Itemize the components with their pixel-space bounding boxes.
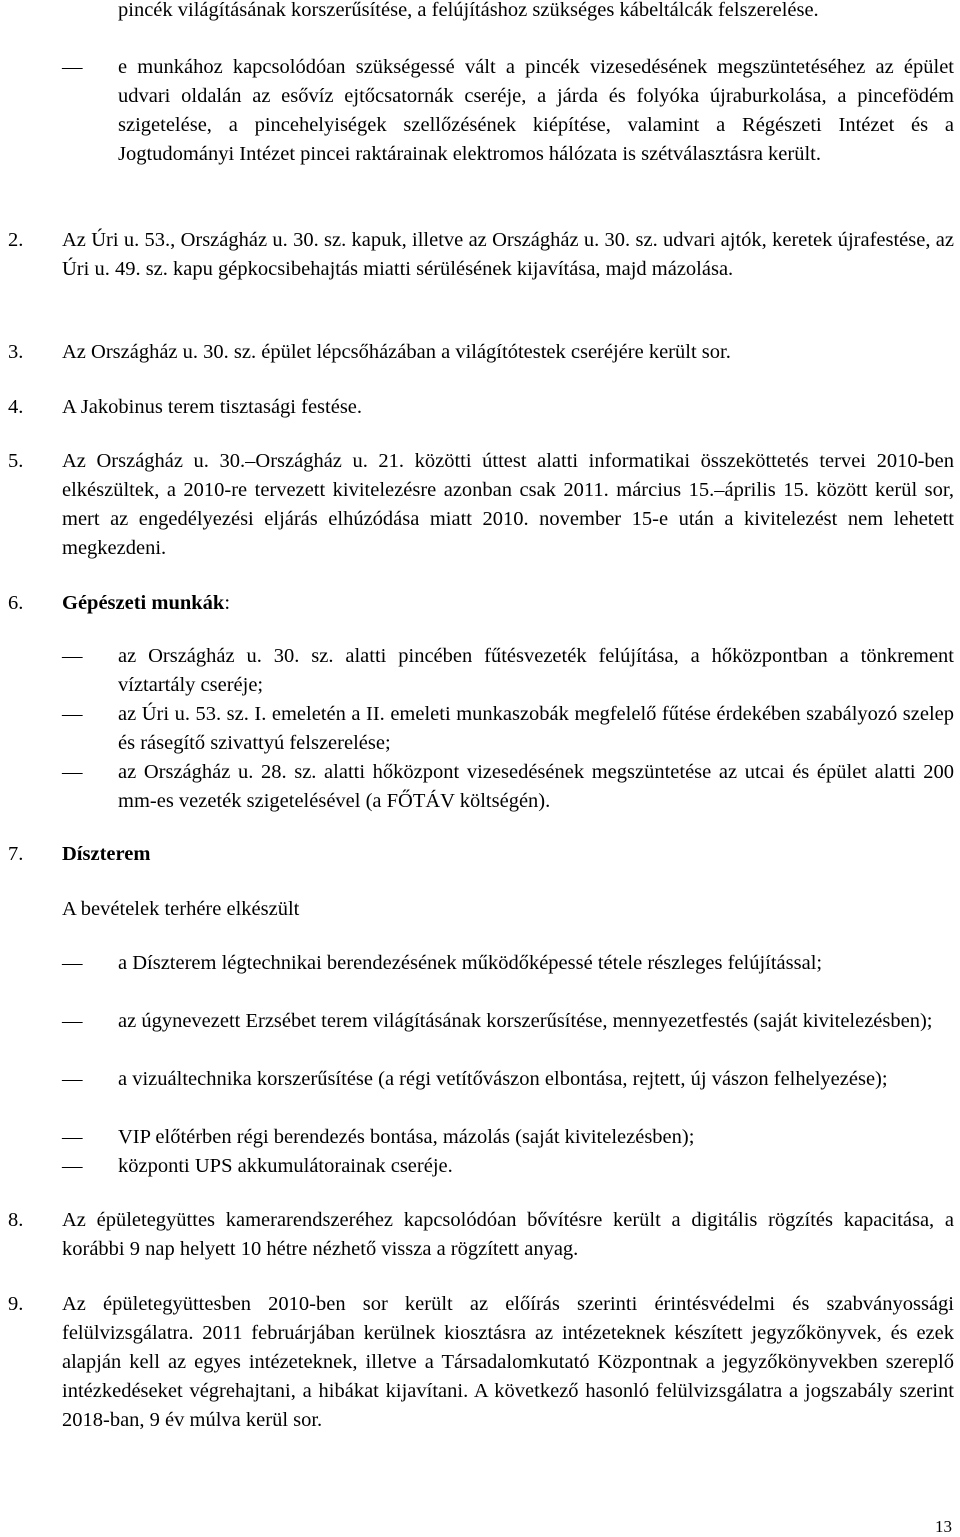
dash-text: az úgynevezett Erzsébet terem világításának korszerűsítése, mennyezetfestés (saját kivitelezésben); [118, 1010, 933, 1032]
section-subtitle: A bevételek terhére elkészült [62, 898, 300, 920]
item-text: Az Országház u. 30.–Országház u. 21. közötti úttest alatti informatikai összeköttetés tervei 2010-ben elkészültek, a 2010-re tervezett kivitelezésre azonban csak 2011. március 15.–április 15. között kerül sor, mert az engedélyezési eljárás elhúzódása miatt 2010. november 15-e után a kivitelezést nem lehetett megkezdeni. [62, 450, 954, 559]
item-text: Az Országház u. 30. sz. épület lépcsőházában a világítótestek cseréjére került sor. [62, 341, 731, 363]
intro-continuation: pincék világításának korszerűsítése, a felújításhoz szükséges kábeltálcák felszerelése. [118, 0, 819, 21]
section-number: 6. [8, 592, 24, 614]
item-text: Az Úri u. 53., Országház u. 30. sz. kapuk, illetve az Országház u. 30. sz. udvari ajtók, keretek újrafestése, az Úri u. 49. sz. kapu gépkocsibehajtás miatti sérülésének kijavítása, majd mázolása. [62, 229, 954, 280]
dash-marker [62, 1065, 88, 1094]
item-number: 8. [8, 1209, 24, 1231]
item-text: Az épületegyüttes kamerarendszeréhez kapcsolódóan bővítésre került a digitális rögzítés kapacitása, a korábbi 9 nap helyett 10 hétre nézhető vissza a rögzített anyag. [62, 1209, 954, 1260]
item-text: A Jakobinus terem tisztasági festése. [62, 396, 363, 418]
dash-text: a Díszterem légtechnikai berendezésének működőképessé tétele részleges felújítással; [118, 952, 823, 974]
dash-text: központi UPS akkumulátorainak cseréje. [118, 1155, 453, 1177]
dash-text: a vizuáltechnika korszerűsítése (a régi vetítővászon elbontása, rejtett, új vászon felhelyezése); [118, 1068, 888, 1090]
section-colon: : [224, 592, 231, 614]
page-number: 13 [935, 1517, 952, 1536]
section-title: Gépészeti munkák [62, 592, 225, 614]
dash-marker [62, 949, 88, 978]
dash-text: az Úri u. 53. sz. I. emeletén a II. emeleti munkaszobák megfelelő fűtése érdekében szabályozó szelep és rásegítő szivattyú felszerelése; [118, 703, 954, 754]
item-text: Az épületegyüttesben 2010-ben sor került az előírás szerinti érintésvédelmi és szabványossági felülvizsgálatra. 2011 februárjában kerülnek kiosztásra az intézeteknek készített jegyzőkönyvek, és ezek alapján kell az egyes intézeteknek, illetve a Társadalomkutató Központnak a jegyzőkönyvekben szereplő intézkedéseket végrehajtani, a hibákat kijavítani. A következő hasonló felülvizsgálatra a jogszabály szerint 2018-ban, 9 év múlva kerül sor. [62, 1293, 954, 1431]
dash-text: az Országház u. 28. sz. alatti hőközpont vizesedésének megszüntetése az utcai és épület alatti 200 mm-es vezeték szigetelésével (a FŐTÁV költségén). [118, 761, 954, 812]
item-number: 9. [8, 1293, 24, 1315]
dash-marker [62, 642, 88, 671]
section-title: Díszterem [62, 843, 151, 865]
item-number: 4. [8, 396, 24, 418]
item-number: 5. [8, 450, 24, 472]
section-number: 7. [8, 843, 24, 865]
dash-marker [62, 758, 88, 787]
item-number: 3. [8, 341, 24, 363]
item-number: 2. [8, 229, 24, 251]
dash-marker [62, 53, 88, 82]
dash-marker [62, 1007, 88, 1036]
dash-marker [62, 1123, 88, 1152]
dash-marker [62, 700, 88, 729]
dash-text: az Országház u. 30. sz. alatti pincében fűtésvezeték felújítása, a hőközpontban a tönkrement víztartály cseréje; [118, 645, 954, 696]
dash-marker [62, 1152, 88, 1181]
intro-dash-text: e munkához kapcsolódóan szükségessé vált a pincék vizesedésének megszüntetéséhez az épület udvari oldalán az esővíz ejtőcsatornák cseréje, a járda és folyóka újraburkolása, a pincefödém szigetelése, a pincehelyiségek szellőzésének kiépítése, valamint a Régészeti Intézet és a Jogtudományi Intézet pincei raktárainak elektromos hálózata is szétválasztásra került. [118, 56, 954, 165]
dash-text: VIP előtérben régi berendezés bontása, mázolás (saját kivitelezésben); [118, 1126, 695, 1148]
